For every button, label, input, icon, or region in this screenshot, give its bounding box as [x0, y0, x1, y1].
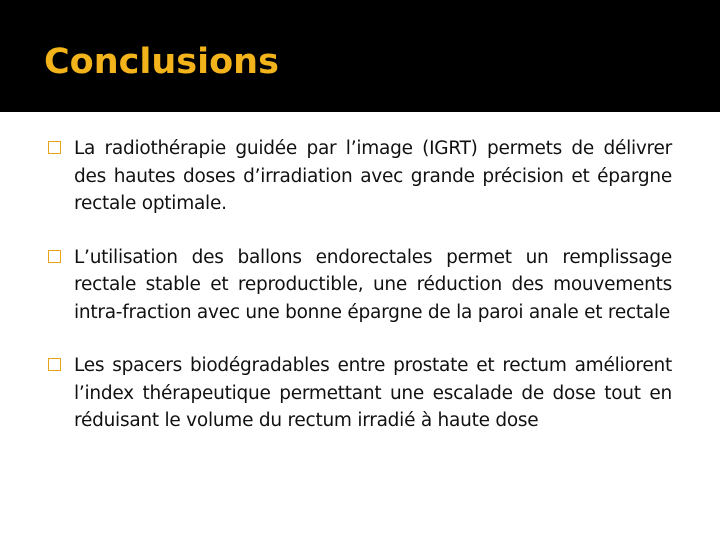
- title-bar: [0, 0, 720, 112]
- slide-title: Conclusions: [44, 42, 279, 82]
- bullet-item: [48, 135, 672, 218]
- square-bullet-icon: [48, 250, 61, 263]
- bullet-list: [48, 135, 672, 461]
- square-bullet-icon: [48, 141, 61, 154]
- bullet-text: La radiothérapie guidée par l’image (IGRT) permets de délivrer des hautes doses d’irradiation avec grande précision et épargne rectale optimale.: [74, 138, 672, 214]
- bullet-item: [48, 352, 672, 435]
- bullet-item: [48, 244, 672, 327]
- square-bullet-icon: [48, 358, 61, 371]
- bullet-text: L’utilisation des ballons endorectales permet un remplissage rectale stable et reproductible, une réduction des mouvements intra-fraction avec une bonne épargne de la paroi anale et rectale: [74, 246, 672, 323]
- bullet-text: Les spacers biodégradables entre prostate et rectum améliorent l’index thérapeutique permettant une escalade de dose tout en réduisant le volume du rectum irradié à haute dose: [74, 355, 672, 431]
